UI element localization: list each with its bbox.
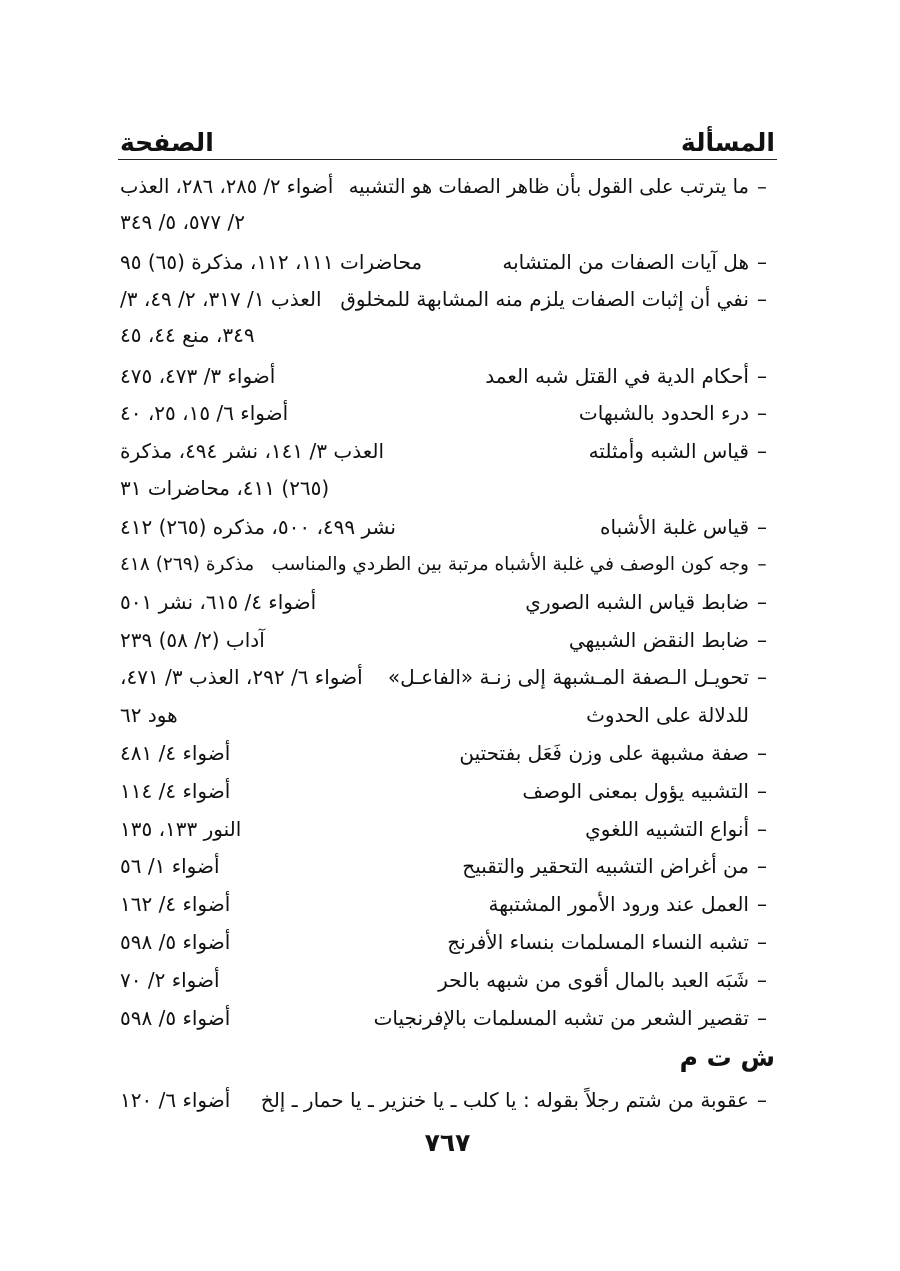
entry-page-reference: محاضرات ١١١، ١١٢، مذكرة (٦٥) ٩٥ — [120, 250, 423, 274]
index-entry — [120, 583, 775, 621]
entry-issue: صفة مشبهة على وزن فَعَل بفتحتين — [459, 741, 749, 765]
entry-issue: ما يترتب على القول بأن ظاهر الصفات هو التشبيه — [348, 175, 749, 198]
index-entry-continuation — [120, 696, 775, 734]
index-entry — [120, 394, 775, 432]
entry-page-reference: أضواء ٥/ ٥٩٨ — [120, 930, 231, 954]
list-dash-marker: – — [757, 628, 767, 652]
list-dash-marker: – — [757, 741, 767, 765]
entry-issue: وجه كون الوصف في غلبة الأشباه مرتبة بين الطردي والمناسب — [271, 554, 749, 575]
list-dash-marker: – — [757, 968, 767, 992]
list-dash-marker: – — [757, 779, 767, 803]
entry-page-reference: العذب ٣/ ١٤١، نشر ٤٩٤، مذكرة — [120, 439, 384, 463]
entry-issue: تشبه النساء المسلمات بنساء الأفرنج — [447, 930, 749, 954]
list-dash-marker: – — [757, 1006, 767, 1030]
entry-issue: قياس الشبه وأمثلته — [588, 439, 749, 463]
entry-issue: من أغراض التشبيه التحقير والتقبيح — [462, 854, 749, 878]
entry-issue: هل آيات الصفات من المتشابه — [502, 250, 749, 274]
entry-page-reference: النور ١٣٣، ١٣٥ — [120, 817, 242, 841]
index-entry — [120, 923, 775, 961]
entry-page-reference: أضواء ٦/ ٢٩٢، العذب ٣/ ٤٧١، — [120, 665, 363, 689]
entry-page-reference: نشر ٤٩٩، ٥٠٠، مذكره (٢٦٥) ٤١٢ — [120, 515, 396, 539]
index-entry — [120, 961, 775, 999]
entry-issue: شَبَه العبد بالمال أقوى من شبهه بالحر — [438, 968, 749, 992]
entry-page-reference: أضواء ٦/ ١٥، ٢٥، ٤٠ — [120, 401, 289, 425]
list-dash-marker: – — [757, 364, 767, 388]
list-dash-marker: – — [757, 854, 767, 878]
list-dash-marker: – — [757, 401, 767, 425]
list-dash-marker: – — [757, 892, 767, 916]
entry-page-reference: أضواء ٤/ ٦١٥، نشر ٥٠١ — [120, 590, 317, 614]
index-entry — [120, 810, 775, 848]
list-dash-marker: – — [757, 175, 767, 198]
list-dash-marker: – — [757, 439, 767, 463]
index-entry — [120, 432, 775, 470]
index-entry — [120, 658, 775, 696]
list-dash-marker: – — [757, 817, 767, 841]
entry-page-reference: أضواء ٦/ ١٢٠ — [120, 1088, 231, 1112]
entry-page-reference: أضواء ٢/ ٧٠ — [120, 968, 220, 992]
entry-page-reference: أضواء ٣/ ٤٧٣، ٤٧٥ — [120, 364, 276, 388]
index-entry-continuation — [120, 203, 775, 241]
list-dash-marker: – — [757, 554, 767, 575]
entry-issue: تقصير الشعر من تشبه المسلمات بالإفرنجيات — [373, 1006, 749, 1030]
list-dash-marker: – — [757, 590, 767, 614]
list-dash-marker: – — [757, 287, 767, 311]
index-entry — [120, 621, 775, 659]
entry-issue: قياس غلبة الأشباه — [600, 515, 749, 539]
entry-issue-continuation: للدلالة على الحدوث — [586, 703, 749, 727]
list-dash-marker: – — [757, 515, 767, 539]
entry-page-reference: أضواء ٤/ ١٦٢ — [120, 892, 231, 916]
entry-page-reference: أضواء ٢/ ٢٨٥، ٢٨٦، العذب — [120, 175, 334, 198]
index-entry — [120, 280, 775, 318]
list-dash-marker: – — [757, 930, 767, 954]
entry-issue: العمل عند ورود الأمور المشتبهة — [488, 892, 749, 916]
entry-page-reference: أضواء ٤/ ١١٤ — [120, 779, 231, 803]
entry-page-reference: آداب (٢/ ٥٨) ٢٣٩ — [120, 628, 265, 652]
index-entry — [120, 772, 775, 810]
list-dash-marker: – — [757, 1088, 767, 1112]
entry-reference-continuation: ٢/ ٥٧٧، ٥/ ٣٤٩ — [120, 210, 245, 234]
entry-page-reference: أضواء ٤/ ٤٨١ — [120, 741, 231, 765]
section-heading: ش ت م — [679, 1043, 775, 1072]
page-column-heading: الصفحة — [120, 128, 214, 157]
index-entry — [120, 999, 775, 1037]
entry-issue: نفي أن إثبات الصفات يلزم منه المشابهة للمخلوق — [340, 287, 749, 311]
index-entry — [120, 243, 775, 281]
index-entry — [120, 847, 775, 885]
index-entry — [120, 508, 775, 546]
list-dash-marker: – — [757, 250, 767, 274]
list-dash-marker: – — [757, 665, 767, 689]
entry-reference-continuation: ٣٤٩، منع ٤٤، ٤٥ — [120, 323, 255, 347]
index-entry — [120, 357, 775, 395]
entry-issue: أحكام الدية في القتل شبه العمد — [485, 364, 749, 388]
entry-issue: ضابط النقض الشبيهي — [568, 628, 749, 652]
entry-issue: درء الحدود بالشبهات — [578, 401, 749, 425]
index-entry-continuation — [120, 469, 775, 507]
page-number: ٧٦٧ — [424, 1128, 471, 1157]
entry-page-reference: أضواء ١/ ٥٦ — [120, 854, 220, 878]
index-entry — [120, 885, 775, 923]
entry-issue: أنواع التشبيه اللغوي — [585, 817, 749, 841]
index-entry — [120, 546, 775, 584]
index-entry-continuation — [120, 316, 775, 354]
index-entry — [120, 168, 775, 206]
header-underline — [118, 159, 777, 160]
entry-reference-continuation: هود ٦٢ — [120, 703, 178, 727]
entry-issue: ضابط قياس الشبه الصوري — [525, 590, 749, 614]
entry-issue: عقوبة من شتم رجلاً بقوله : يا كلب ـ يا خنزير ـ يا حمار ـ إلخ — [260, 1088, 749, 1112]
index-entry — [120, 1081, 775, 1119]
column-headers — [120, 124, 775, 162]
entry-page-reference: أضواء ٥/ ٥٩٨ — [120, 1006, 231, 1030]
entry-page-reference: مذكرة (٢٦٩) ٤١٨ — [120, 554, 255, 575]
entry-issue: التشبيه يؤول بمعنى الوصف — [522, 779, 749, 803]
issue-column-heading: المسألة — [680, 128, 775, 157]
entry-issue: تحويـل الـصفة المـشبهة إلى زنـة «الفاعـل» — [387, 665, 749, 689]
entry-page-reference: العذب ١/ ٣١٧، ٢/ ٤٩، ٣/ — [120, 287, 322, 311]
entry-reference-continuation: (٢٦٥) ٤١١، محاضرات ٣١ — [120, 476, 330, 500]
index-entry — [120, 734, 775, 772]
